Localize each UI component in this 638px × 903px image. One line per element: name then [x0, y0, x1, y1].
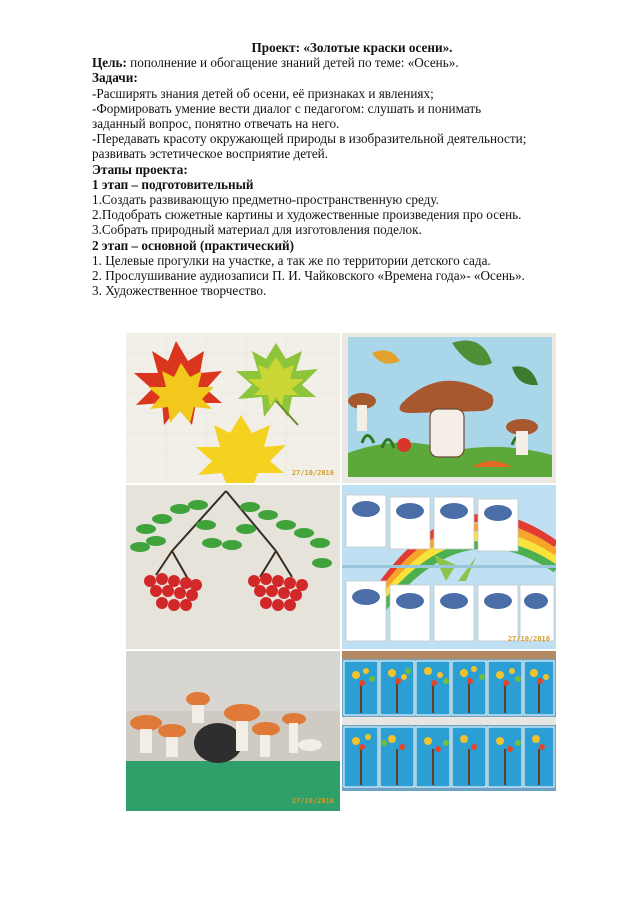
photo-rowan [126, 485, 340, 649]
task-line: заданный вопрос, понятно отвечать на него. [92, 116, 340, 132]
document-text [92, 40, 612, 298]
task-line: развивать эстетическое восприятие детей. [92, 146, 329, 162]
task-line: -Передавать красоту окружающей природы в изобразительной деятельности; [92, 131, 527, 147]
document-title: Проект: «Золотые краски осени». [251, 40, 453, 55]
stages-heading: Этапы проекта: [92, 161, 188, 177]
task-line: -Расширять знания детей об осени, её признаках и явлениях; [92, 85, 434, 101]
photo-trees [342, 651, 556, 791]
photo-date-stamp: 27/10/2016 [291, 469, 334, 477]
photo-mushrooms-picture [342, 333, 556, 483]
stage1-item: 2.Подобрать сюжетные картины и художественные произведения про осень. [92, 207, 522, 223]
stage2-item: 3. Художественное творчество. [92, 283, 267, 299]
stage2-item: 2. Прослушивание аудиозаписи П. И. Чайковского «Времена года»- «Осень». [92, 268, 525, 284]
stage2-item: 1. Целевые прогулки на участке, а так же по территории детского сада. [92, 252, 491, 268]
goal-label: Цель: [92, 55, 127, 71]
goal-line [92, 55, 612, 70]
photo-maple-leaves [126, 333, 340, 483]
task-line: -Формировать умение вести диалог с педагогом: слушать и понимать [92, 100, 482, 116]
photo-date-stamp: 27/10/2016 [291, 797, 334, 805]
stage1-item: 1.Создать развивающую предметно-пространственную среду. [92, 192, 439, 208]
stage1-item: 3.Собрать природный материал для изготовления поделок. [92, 222, 422, 238]
photo-date-stamp: 27/10/2016 [507, 635, 550, 643]
photo-plasticine-mushrooms [126, 651, 340, 811]
photo-clouds [342, 485, 556, 649]
tasks-heading: Задачи: [92, 70, 138, 86]
stage2-heading: 2 этап – основной (практический) [92, 237, 295, 253]
goal-text: пополнение и обогащение знаний детей по теме: «Осень». [126, 55, 459, 71]
stage1-heading: 1 этап – подготовительный [92, 176, 254, 192]
